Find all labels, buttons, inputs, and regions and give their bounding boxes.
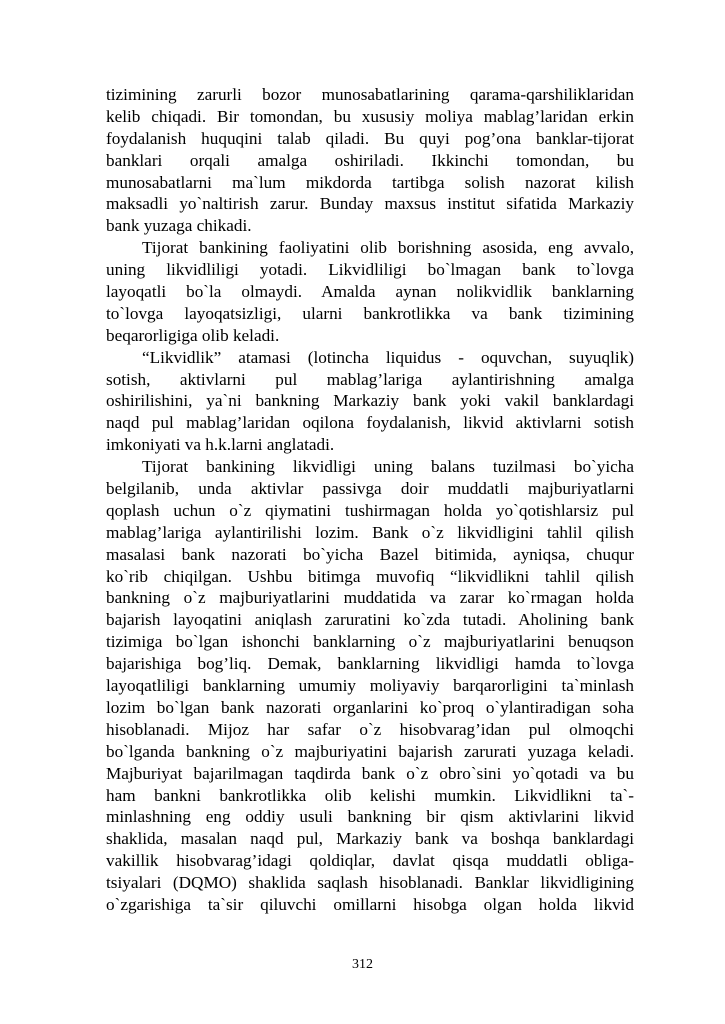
paragraph [106, 456, 634, 916]
text-line: vakillik hisobvarag’idagi qoldiqlar, davlat qisqa muddatli obliga- [106, 851, 634, 871]
text-line: Tijorat bankining likvidligi uning balans tuzilmasi bo`yicha [142, 457, 634, 477]
text-line: Tijorat bankining faoliyatini olib borishning asosida, eng avvalo, [142, 238, 634, 258]
text-line: shaklida, masalan naqd pul, Markaziy bank va boshqa banklardagi [106, 829, 634, 849]
text-line: tizimining zarurli bozor munosabatlarining qarama-qarshiliklaridan [106, 85, 634, 104]
text-line: lozim bo`lgan bank nazorati organlarini ko`proq o`ylantiradigan soha [106, 697, 634, 717]
text-line: layoqatliligi banklarning umumiy moliyaviy barqarorligini ta`minlash [106, 676, 634, 696]
text-line: maksadli yo`naltirish zarur. Bunday maxsus institut sifatida Markaziy [106, 194, 634, 214]
text-line: layoqatli bo`la olmaydi. Amalda aynan nolikvidlik banklarning [106, 282, 634, 302]
page-number: 312 [352, 957, 373, 972]
text-line: o`zgarishiga ta`sir qiluvchi omillarni hisobga olgan holda likvid [106, 894, 634, 914]
text-line: Majburiyat bajarilmagan taqdirda bank o`z obro`sini yo`qotadi va bu [106, 763, 634, 783]
text-line: uning likvidliligi yotadi. Likvidliligi bo`lmagan bank to`lovga [106, 260, 634, 280]
text-line: tizimiga bo`lgan ishonchi banklarning o`z majburiyatlarini benuqson [106, 632, 634, 652]
text-line: kelib chiqadi. Bir tomondan, bu xususiy moliya mablag’laridan erkin [106, 106, 634, 126]
text-line: imkoniyati va h.k.larni anglatadi. [106, 435, 335, 455]
text-line: banklari orqali amalga oshiriladi. Ikkinchi tomondan, bu [106, 150, 634, 170]
text-line: sotish, aktivlarni pul mablag’lariga aylantirishning amalga [106, 369, 634, 389]
paragraph [106, 347, 634, 456]
text-line: minlashning eng oddiy usuli bankning bir qism aktivlarini likvid [106, 807, 634, 827]
text-line: oshirilishini, ya`ni bankning Markaziy bank yoki vakil banklardagi [106, 391, 634, 411]
text-line: bo`lganda bankning o`z majburiyatini bajarish zarurati yuzaga keladi. [106, 741, 634, 761]
text-line: mablag’lariga aylantirilishi lozim. Bank o`z likvidligini tahlil qilish [106, 522, 634, 542]
paragraph [106, 84, 634, 237]
text-line: qoplash uchun o`z qiymatini tushirmagan holda yo`qotishlarsiz pul [106, 500, 634, 520]
text-line: belgilanib, unda aktivlar passivga doir muddatli majburiyatlarni [106, 479, 634, 499]
text-line: naqd pul mablag’laridan oqilona foydalanish, likvid aktivlarni sotish [106, 413, 634, 433]
text-line: munosabatlarni ma`lum mikdorda tartibga solish nazorat kilish [106, 172, 634, 192]
text-line: ko`rib chiqilgan. Ushbu bitimga muvofiq “likvidlikni tahlil qilish [106, 566, 634, 586]
text-line: bajarish layoqatini aniqlash zaruratini ko`zda tutadi. Aholining bank [106, 610, 634, 630]
paragraph [106, 237, 634, 346]
text-line: bank yuzaga chikadi. [106, 216, 252, 236]
text-line: ham bankni bankrotlikka olib kelishi mumkin. Likvidlikni ta`- [106, 785, 634, 805]
text-line: to`lovga layoqatsizligi, ularni bankrotlikka va bank tizimining [106, 303, 634, 323]
text-line: tsiyalari (DQMO) shaklida saqlash hisoblanadi. Banklar likvidligining [106, 873, 634, 893]
text-line: masalasi bank nazorati bo`yicha Bazel bitimida, ayniqsa, chuqur [106, 544, 634, 564]
text-line: hisoblanadi. Mijoz har safar o`z hisobvarag’idan pul olmoqchi [106, 719, 634, 739]
text-line: bankning o`z majburiyatlarini muddatida va zarar ko`rmagan holda [106, 588, 634, 608]
text-line: bajarishiga bog’liq. Demak, banklarning likvidligi hamda to`lovga [106, 654, 634, 674]
text-line: foydalanish huquqini talab qiladi. Bu quyi pog’ona banklar-tijorat [106, 128, 634, 148]
text-line: beqarorligiga olib keladi. [106, 325, 280, 345]
text-line: “Likvidlik” atamasi (lotincha liquidus - oquvchan, suyuqlik) [142, 347, 634, 367]
document-body [106, 84, 634, 916]
